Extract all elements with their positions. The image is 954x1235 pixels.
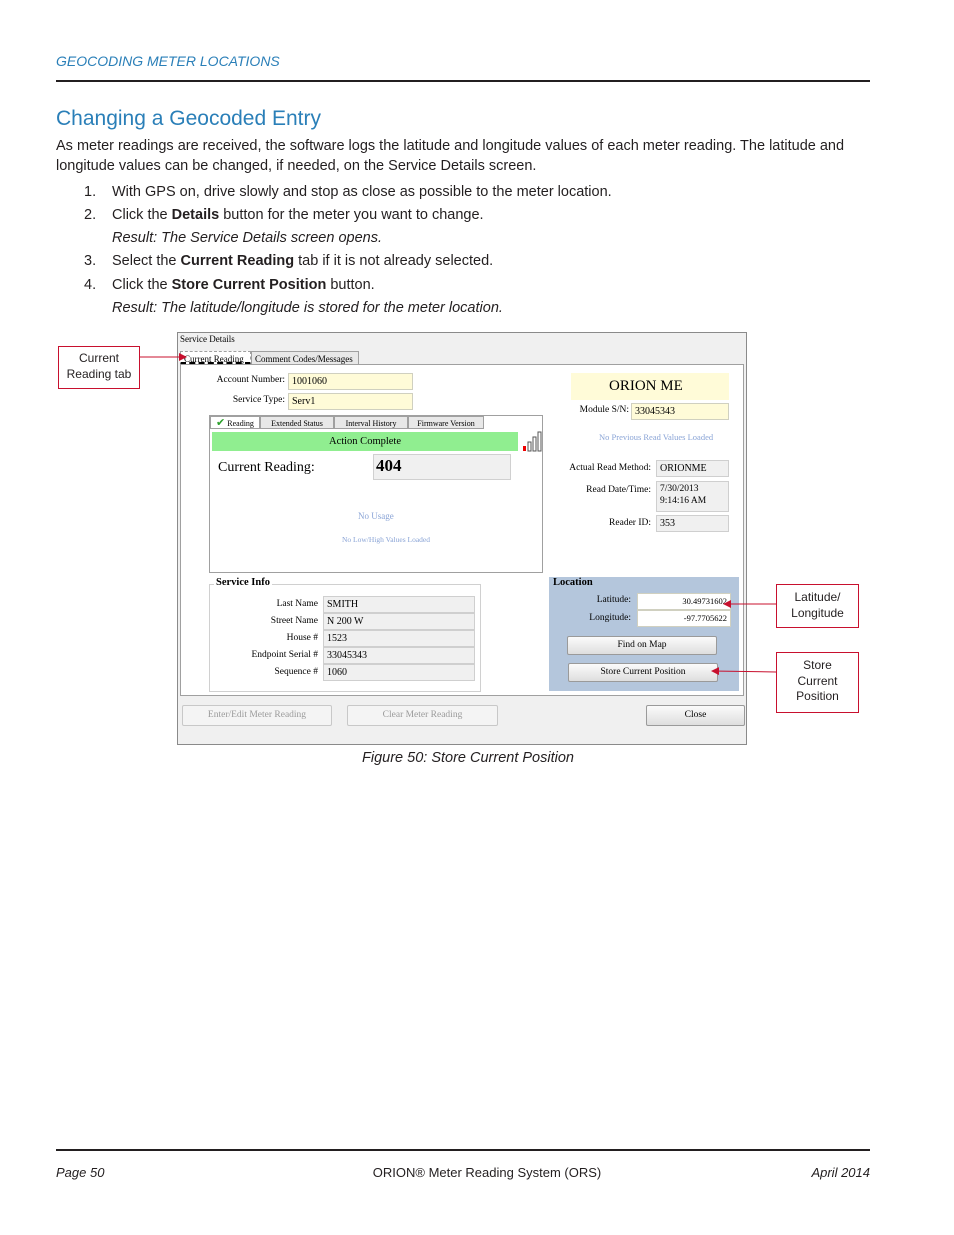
last-name-label: Last Name [276,599,318,609]
footer-product: ORION® Meter Reading System (ORS) [372,1165,602,1180]
current-reading-value: 404 [373,454,511,480]
section-heading: Changing a Geocoded Entry [56,107,322,130]
tab-current-reading[interactable]: Current Reading [180,351,251,365]
actual-read-method-label: Actual Read Method: [569,463,651,473]
arrow-store-position [712,671,776,672]
service-type-field[interactable]: Serv1 [288,393,413,410]
step-result: Result: The latitude/longitude is stored for the meter location. [112,300,503,316]
inner-tab-firmware-version[interactable]: Firmware Version [408,416,484,429]
reader-id-field: 353 [656,515,729,532]
no-previous-reads: No Previous Read Values Loaded [599,432,714,442]
longitude-label: Longitude: [589,613,631,623]
action-status-bar: Action Complete [212,432,518,451]
location-title: Location [553,577,593,588]
no-usage-text: No Usage [358,511,394,521]
footer-rule [56,1149,870,1151]
enter-edit-reading-button[interactable]: Enter/Edit Meter Reading [182,705,332,726]
step-text: With GPS on, drive slowly and stop as close as possible to the meter location. [112,184,612,200]
inner-tab-extended-status[interactable]: Extended Status [260,416,334,429]
account-number-label: Account Number: [216,375,285,385]
no-low-high-text: No Low/High Values Loaded [342,535,430,544]
step-number: 1. [84,184,97,200]
callout-current-reading-tab: Current Reading tab [58,346,140,389]
running-header: GEOCODING METER LOCATIONS [56,53,280,69]
figure-caption: Figure 50: Store Current Position [362,750,574,766]
step-text: Click the Store Current Position button. [112,277,375,293]
street-name-field: N 200 W [323,613,475,630]
step-text: Click the Details button for the meter you want to change. [112,207,484,223]
read-date-field: 7/30/2013 9:14:16 AM [656,481,729,512]
endpoint-serial-field: 33045343 [323,647,475,664]
latitude-field[interactable]: 30.49731602 [637,593,731,610]
callout-store-position: Store Current Position [776,652,859,713]
inner-tab-reading[interactable]: ✔ Reading [210,416,260,429]
read-date-label: Read Date/Time: [586,485,651,495]
check-icon: ✔ [216,417,226,429]
actual-read-method-field: ORIONME [656,460,729,477]
account-number-field[interactable]: 1001060 [288,373,413,390]
tab-comment-codes[interactable]: Comment Codes/Messages [251,351,359,365]
footer-date: April 2014 [811,1165,870,1180]
window-title: Service Details [180,334,235,344]
intro-paragraph: As meter readings are received, the software logs the latitude and longitude values of each meter reading. The latitude and longitude values can be changed, if needed, on the Service Details screen. [56,138,845,174]
sequence-field: 1060 [323,664,475,681]
house-number-label: House # [286,633,318,643]
step-number: 2. [84,207,97,223]
endpoint-serial-label: Endpoint Serial # [251,650,318,660]
footer-page: Page 50 [56,1165,105,1180]
module-sn-label: Module S/N: [579,405,629,415]
step-text: Select the Current Reading tab if it is not already selected. [112,253,494,269]
module-sn-field[interactable]: 33045343 [631,403,729,420]
latitude-label: Latitude: [596,595,631,605]
house-number-field: 1523 [323,630,475,647]
inner-tab-interval-history[interactable]: Interval History [334,416,408,429]
current-reading-label: Current Reading: [218,460,315,475]
find-on-map-button[interactable]: Find on Map [567,636,717,655]
clear-reading-button[interactable]: Clear Meter Reading [347,705,498,726]
service-info-title: Service Info [216,577,270,588]
longitude-field[interactable]: -97.7705622 [637,610,731,627]
step-result: Result: The Service Details screen opens. [112,230,382,246]
step-number: 4. [84,277,97,293]
product-name: ORION ME [571,373,729,400]
callout-lat-long: Latitude/ Longitude [776,584,859,628]
last-name-field: SMITH [323,596,475,613]
reader-id-label: Reader ID: [609,518,651,528]
store-current-position-button[interactable]: Store Current Position [568,663,718,682]
service-type-label: Service Type: [232,395,285,405]
street-name-label: Street Name [270,616,318,626]
step-number: 3. [84,253,97,269]
sequence-label: Sequence # [274,667,318,677]
close-button[interactable]: Close [646,705,745,726]
